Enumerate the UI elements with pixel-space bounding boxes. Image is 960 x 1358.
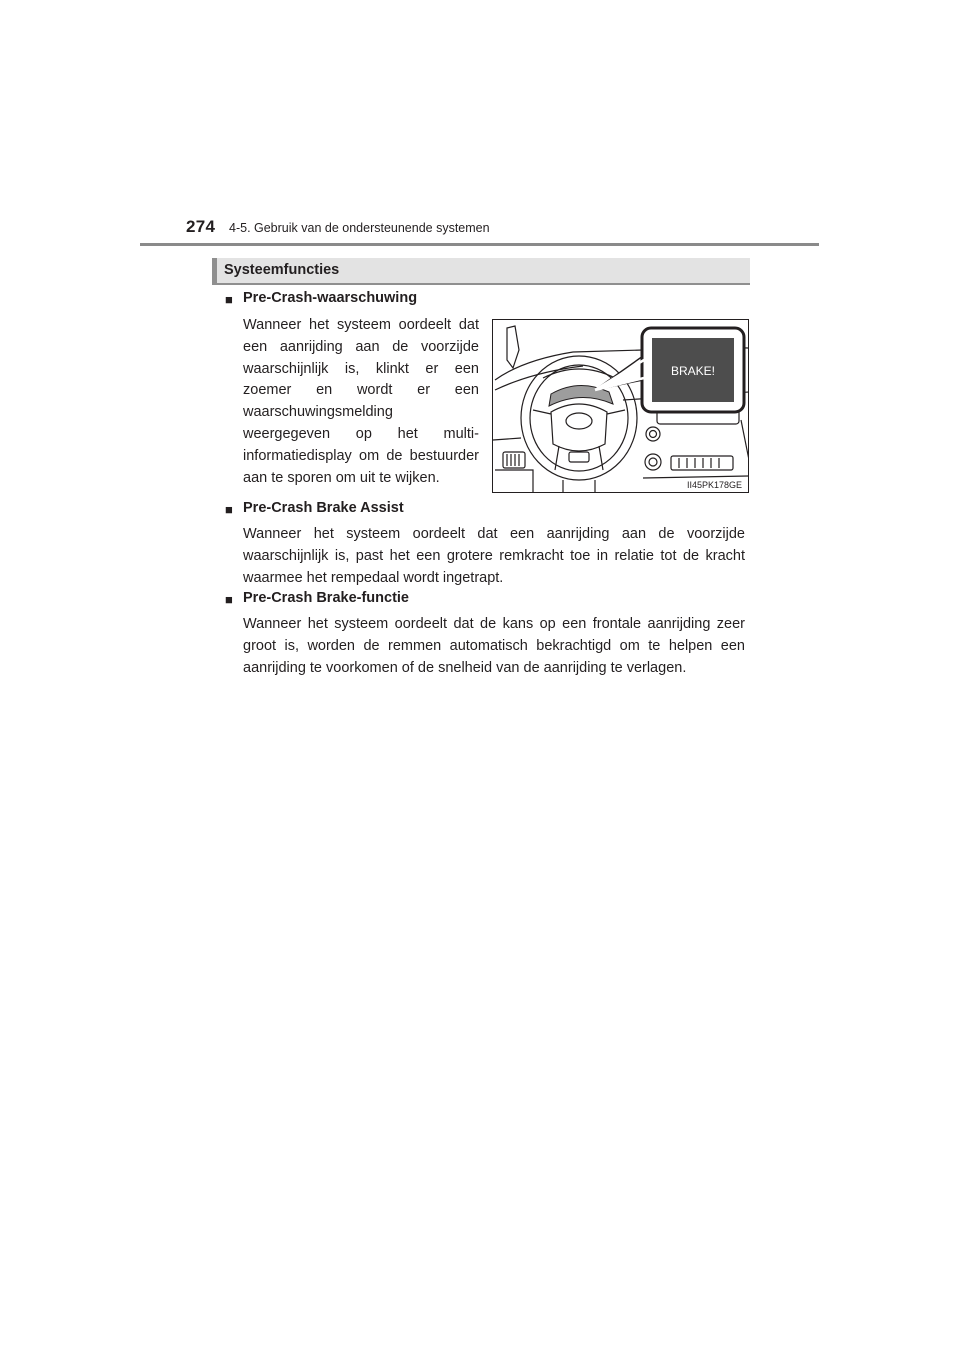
item-body-pre-crash-warning: Wanneer het systeem oordeelt dat een aanrijding aan de voorzijde waarschijnlijk is, klinkt er een zoemer en wordt er een waarschuwingsmelding weergegeven op het multi-informatiedisplay om de bestuurder aan te sporen om uit te wijken. bbox=[243, 317, 479, 486]
heading-accent bbox=[212, 258, 217, 283]
item-title-brake-assist: Pre-Crash Brake Assist bbox=[243, 500, 404, 516]
figure-code: II45PK178GE bbox=[686, 480, 742, 490]
bullet-icon: ■ bbox=[225, 592, 233, 607]
bullet-icon: ■ bbox=[225, 292, 233, 307]
section-heading-bar bbox=[212, 258, 750, 285]
item-title-brake-function: Pre-Crash Brake-functie bbox=[243, 590, 409, 606]
item-body-brake-assist: Wanneer het systeem oordeelt dat een aanrijding aan de voorzijde waarschijnlijk is, past het een grotere remkracht toe in relatie tot de kracht waarmee het rempedaal wordt ingetrapt. bbox=[243, 526, 745, 586]
brake-warning-text: BRAKE! bbox=[670, 364, 716, 378]
item-title-pre-crash-warning: Pre-Crash-waarschuwing bbox=[243, 290, 418, 306]
page-number: 274 bbox=[186, 217, 216, 236]
bullet-icon: ■ bbox=[225, 502, 233, 517]
dashboard-illustration bbox=[492, 319, 749, 493]
item-body-brake-function: Wanneer het systeem oordeelt dat de kans op een frontale aanrijding zeer groot is, worden de remmen automatisch bekrachtigd om te helpen een aanrijding te voorkomen of de snelheid van de aanrijding te verlagen. bbox=[243, 616, 745, 676]
header-rule bbox=[140, 243, 819, 246]
dashboard-drawing bbox=[493, 320, 749, 493]
section-heading: Systeemfuncties bbox=[224, 262, 340, 278]
section-header: 4-5. Gebruik van de ondersteunende systemen bbox=[229, 221, 490, 235]
